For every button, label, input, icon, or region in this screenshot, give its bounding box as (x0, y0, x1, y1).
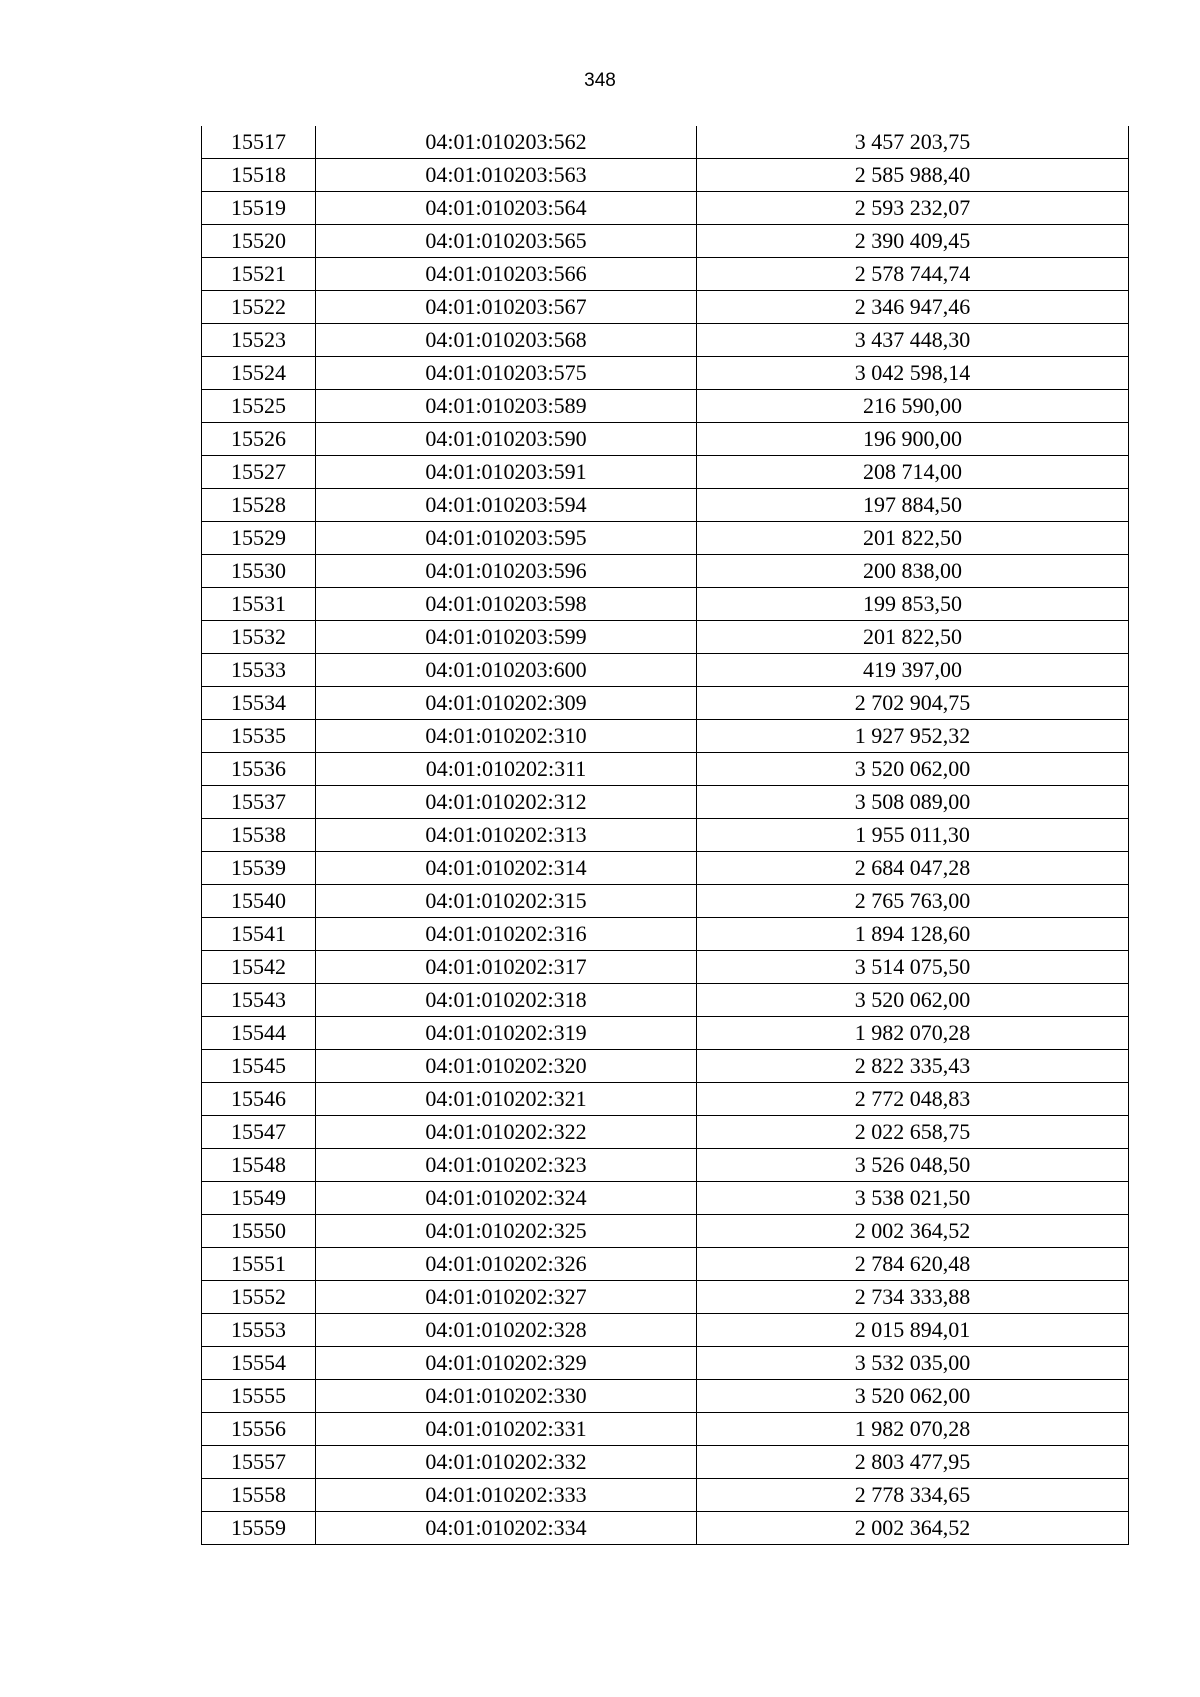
cadastral-number-cell: 04:01:010202:321 (316, 1083, 697, 1116)
cadastral-value-cell: 2 684 047,28 (697, 852, 1129, 885)
cadastral-value-cell: 1 982 070,28 (697, 1017, 1129, 1050)
cadastral-number-cell: 04:01:010202:320 (316, 1050, 697, 1083)
row-number-cell: 15527 (202, 456, 316, 489)
cadastral-value-table (201, 126, 1129, 1545)
table-row (202, 720, 1129, 753)
cadastral-value-cell: 1 955 011,30 (697, 819, 1129, 852)
table-row (202, 1413, 1129, 1446)
cadastral-value-cell: 3 538 021,50 (697, 1182, 1129, 1215)
cadastral-value-cell: 196 900,00 (697, 423, 1129, 456)
cadastral-number-cell: 04:01:010203:589 (316, 390, 697, 423)
cadastral-number-cell: 04:01:010203:590 (316, 423, 697, 456)
row-number-cell: 15550 (202, 1215, 316, 1248)
cadastral-value-cell: 1 894 128,60 (697, 918, 1129, 951)
row-number-cell: 15553 (202, 1314, 316, 1347)
cadastral-value-cell: 2 578 744,74 (697, 258, 1129, 291)
row-number-cell: 15521 (202, 258, 316, 291)
table-row (202, 621, 1129, 654)
row-number-cell: 15528 (202, 489, 316, 522)
row-number-cell: 15558 (202, 1479, 316, 1512)
table-row (202, 1248, 1129, 1281)
table-row (202, 423, 1129, 456)
row-number-cell: 15519 (202, 192, 316, 225)
cadastral-value-cell: 197 884,50 (697, 489, 1129, 522)
cadastral-number-cell: 04:01:010203:596 (316, 555, 697, 588)
row-number-cell: 15545 (202, 1050, 316, 1083)
cadastral-number-cell: 04:01:010203:562 (316, 126, 697, 159)
cadastral-number-cell: 04:01:010203:594 (316, 489, 697, 522)
row-number-cell: 15544 (202, 1017, 316, 1050)
row-number-cell: 15552 (202, 1281, 316, 1314)
cadastral-value-cell: 1 927 952,32 (697, 720, 1129, 753)
cadastral-value-cell: 3 042 598,14 (697, 357, 1129, 390)
cadastral-number-cell: 04:01:010203:598 (316, 588, 697, 621)
table-body (202, 126, 1129, 1545)
table-row (202, 489, 1129, 522)
cadastral-number-cell: 04:01:010203:568 (316, 324, 697, 357)
table-row (202, 1347, 1129, 1380)
table-row (202, 753, 1129, 786)
table-row (202, 192, 1129, 225)
cadastral-number-cell: 04:01:010202:326 (316, 1248, 697, 1281)
cadastral-number-cell: 04:01:010202:332 (316, 1446, 697, 1479)
row-number-cell: 15523 (202, 324, 316, 357)
cadastral-number-cell: 04:01:010202:313 (316, 819, 697, 852)
table-row (202, 1446, 1129, 1479)
cadastral-value-cell: 3 520 062,00 (697, 984, 1129, 1017)
cadastral-value-cell: 2 765 763,00 (697, 885, 1129, 918)
cadastral-value-cell: 2 822 335,43 (697, 1050, 1129, 1083)
cadastral-value-cell: 201 822,50 (697, 522, 1129, 555)
table-row (202, 654, 1129, 687)
table-row (202, 588, 1129, 621)
table-row (202, 885, 1129, 918)
row-number-cell: 15520 (202, 225, 316, 258)
row-number-cell: 15534 (202, 687, 316, 720)
table-row (202, 1314, 1129, 1347)
cadastral-number-cell: 04:01:010203:566 (316, 258, 697, 291)
cadastral-value-cell: 419 397,00 (697, 654, 1129, 687)
row-number-cell: 15518 (202, 159, 316, 192)
cadastral-value-cell: 3 514 075,50 (697, 951, 1129, 984)
cadastral-value-cell: 3 520 062,00 (697, 753, 1129, 786)
table-row (202, 1116, 1129, 1149)
row-number-cell: 15559 (202, 1512, 316, 1545)
table-row (202, 984, 1129, 1017)
cadastral-number-cell: 04:01:010202:319 (316, 1017, 697, 1050)
table-row (202, 1380, 1129, 1413)
cadastral-number-cell: 04:01:010202:310 (316, 720, 697, 753)
table-row (202, 456, 1129, 489)
row-number-cell: 15530 (202, 555, 316, 588)
cadastral-number-cell: 04:01:010203:567 (316, 291, 697, 324)
cadastral-number-cell: 04:01:010202:315 (316, 885, 697, 918)
cadastral-number-cell: 04:01:010202:331 (316, 1413, 697, 1446)
row-number-cell: 15540 (202, 885, 316, 918)
cadastral-number-cell: 04:01:010202:327 (316, 1281, 697, 1314)
cadastral-number-cell: 04:01:010203:599 (316, 621, 697, 654)
row-number-cell: 15531 (202, 588, 316, 621)
row-number-cell: 15546 (202, 1083, 316, 1116)
table-row (202, 1215, 1129, 1248)
cadastral-number-cell: 04:01:010202:309 (316, 687, 697, 720)
table-row (202, 1017, 1129, 1050)
cadastral-number-cell: 04:01:010202:312 (316, 786, 697, 819)
cadastral-value-cell: 1 982 070,28 (697, 1413, 1129, 1446)
cadastral-value-cell: 2 784 620,48 (697, 1248, 1129, 1281)
cadastral-value-cell: 3 532 035,00 (697, 1347, 1129, 1380)
cadastral-number-cell: 04:01:010202:316 (316, 918, 697, 951)
row-number-cell: 15526 (202, 423, 316, 456)
row-number-cell: 15555 (202, 1380, 316, 1413)
page-number: 348 (584, 70, 616, 91)
row-number-cell: 15549 (202, 1182, 316, 1215)
row-number-cell: 15557 (202, 1446, 316, 1479)
cadastral-number-cell: 04:01:010203:600 (316, 654, 697, 687)
cadastral-value-cell: 3 457 203,75 (697, 126, 1129, 159)
cadastral-number-cell: 04:01:010203:564 (316, 192, 697, 225)
table-row (202, 687, 1129, 720)
cadastral-number-cell: 04:01:010202:322 (316, 1116, 697, 1149)
cadastral-value-cell: 2 002 364,52 (697, 1512, 1129, 1545)
row-number-cell: 15538 (202, 819, 316, 852)
cadastral-value-cell: 2 734 333,88 (697, 1281, 1129, 1314)
row-number-cell: 15532 (202, 621, 316, 654)
table-row (202, 159, 1129, 192)
cadastral-value-cell: 2 702 904,75 (697, 687, 1129, 720)
cadastral-number-cell: 04:01:010203:565 (316, 225, 697, 258)
row-number-cell: 15533 (202, 654, 316, 687)
cadastral-value-cell: 2 585 988,40 (697, 159, 1129, 192)
row-number-cell: 15522 (202, 291, 316, 324)
cadastral-number-cell: 04:01:010203:595 (316, 522, 697, 555)
table-row (202, 126, 1129, 159)
row-number-cell: 15547 (202, 1116, 316, 1149)
row-number-cell: 15537 (202, 786, 316, 819)
row-number-cell: 15524 (202, 357, 316, 390)
cadastral-value-cell: 3 508 089,00 (697, 786, 1129, 819)
row-number-cell: 15548 (202, 1149, 316, 1182)
cadastral-value-cell: 3 526 048,50 (697, 1149, 1129, 1182)
cadastral-value-cell: 3 520 062,00 (697, 1380, 1129, 1413)
table-row (202, 1050, 1129, 1083)
cadastral-number-cell: 04:01:010202:330 (316, 1380, 697, 1413)
row-number-cell: 15535 (202, 720, 316, 753)
table-row (202, 324, 1129, 357)
table-row (202, 390, 1129, 423)
cadastral-number-cell: 04:01:010202:324 (316, 1182, 697, 1215)
table-row (202, 1149, 1129, 1182)
row-number-cell: 15551 (202, 1248, 316, 1281)
cadastral-number-cell: 04:01:010202:328 (316, 1314, 697, 1347)
cadastral-value-cell: 2 390 409,45 (697, 225, 1129, 258)
table-row (202, 852, 1129, 885)
table-row (202, 357, 1129, 390)
table-row (202, 1083, 1129, 1116)
row-number-cell: 15525 (202, 390, 316, 423)
cadastral-value-cell: 2 803 477,95 (697, 1446, 1129, 1479)
cadastral-number-cell: 04:01:010202:318 (316, 984, 697, 1017)
table-row (202, 1182, 1129, 1215)
table-row (202, 258, 1129, 291)
cadastral-value-cell: 2 593 232,07 (697, 192, 1129, 225)
cadastral-number-cell: 04:01:010202:333 (316, 1479, 697, 1512)
cadastral-number-cell: 04:01:010203:591 (316, 456, 697, 489)
cadastral-value-cell: 200 838,00 (697, 555, 1129, 588)
table-row (202, 522, 1129, 555)
row-number-cell: 15543 (202, 984, 316, 1017)
cadastral-number-cell: 04:01:010202:323 (316, 1149, 697, 1182)
cadastral-number-cell: 04:01:010203:575 (316, 357, 697, 390)
table-row (202, 225, 1129, 258)
cadastral-value-cell: 2 022 658,75 (697, 1116, 1129, 1149)
cadastral-value-cell: 201 822,50 (697, 621, 1129, 654)
table-row (202, 918, 1129, 951)
cadastral-value-cell: 199 853,50 (697, 588, 1129, 621)
table-row (202, 951, 1129, 984)
cadastral-number-cell: 04:01:010202:311 (316, 753, 697, 786)
cadastral-value-cell: 2 346 947,46 (697, 291, 1129, 324)
row-number-cell: 15517 (202, 126, 316, 159)
cadastral-number-cell: 04:01:010203:563 (316, 159, 697, 192)
row-number-cell: 15554 (202, 1347, 316, 1380)
cadastral-value-cell: 3 437 448,30 (697, 324, 1129, 357)
cadastral-value-cell: 2 772 048,83 (697, 1083, 1129, 1116)
table-row (202, 1512, 1129, 1545)
cadastral-value-cell: 2 015 894,01 (697, 1314, 1129, 1347)
row-number-cell: 15539 (202, 852, 316, 885)
table-row (202, 819, 1129, 852)
cadastral-number-cell: 04:01:010202:317 (316, 951, 697, 984)
cadastral-value-cell: 208 714,00 (697, 456, 1129, 489)
row-number-cell: 15556 (202, 1413, 316, 1446)
cadastral-number-cell: 04:01:010202:325 (316, 1215, 697, 1248)
cadastral-number-cell: 04:01:010202:329 (316, 1347, 697, 1380)
table-row (202, 786, 1129, 819)
row-number-cell: 15541 (202, 918, 316, 951)
table-row (202, 291, 1129, 324)
table-row (202, 1479, 1129, 1512)
table-row (202, 1281, 1129, 1314)
row-number-cell: 15536 (202, 753, 316, 786)
cadastral-number-cell: 04:01:010202:314 (316, 852, 697, 885)
row-number-cell: 15542 (202, 951, 316, 984)
cadastral-value-cell: 216 590,00 (697, 390, 1129, 423)
table-row (202, 555, 1129, 588)
row-number-cell: 15529 (202, 522, 316, 555)
cadastral-number-cell: 04:01:010202:334 (316, 1512, 697, 1545)
cadastral-value-cell: 2 002 364,52 (697, 1215, 1129, 1248)
cadastral-value-cell: 2 778 334,65 (697, 1479, 1129, 1512)
